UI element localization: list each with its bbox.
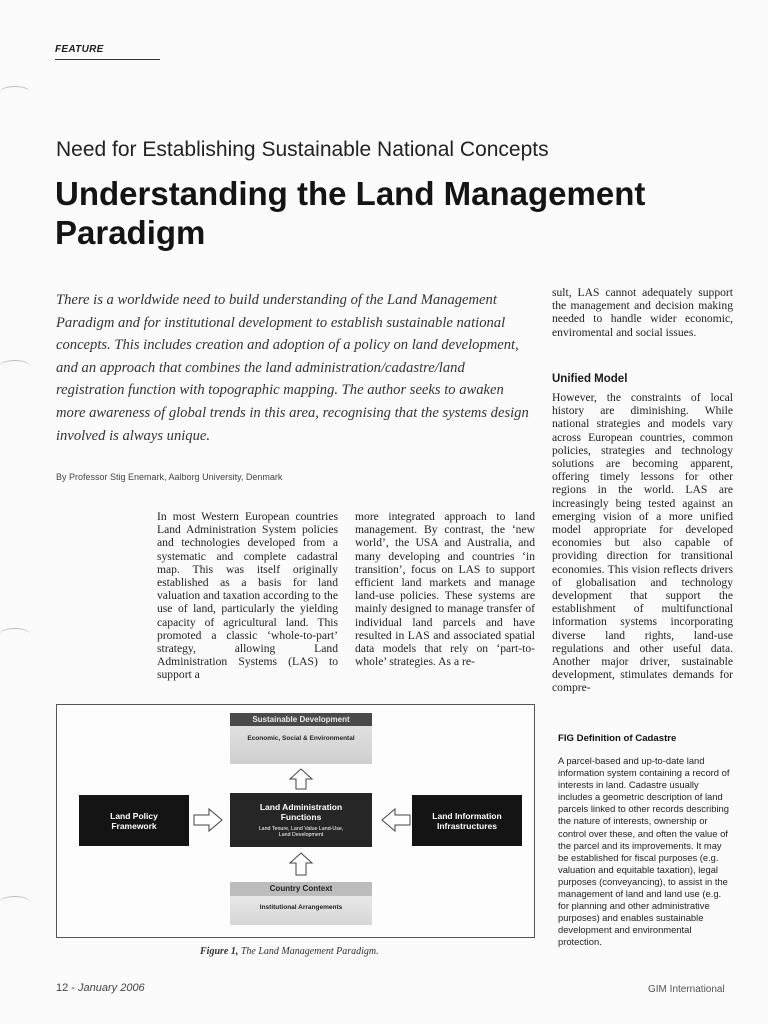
country-context-subtitle: Institutional Arrangements [259,904,343,911]
body-paragraph: more integrated approach to land management. By contrast, the ‘new world’, the USA and Australia, and many developing and countries ‘in transition’, focus on LAS to support efficient land markets and manage land-use policies. These systems are mainly designed to manage transfer of individual land parcels and have resulted in LAS and associated spatial data models that rely on ‘part-to-whole’ strategies. As a re- [355,510,535,669]
body-paragraph: In most Western European countries Land Administration System policies and technologies developed from a systematic and complete cadastral map. This was itself originally established as a basis for land valuation and taxation according to the use of land, particularly the yielding capacity of agricultural land. This promoted a classic ‘whole-to-part’ strategy, allowing Land Administration Systems (LAS) to support a [157,510,338,682]
sustainable-development-subtitle: Economic, Social & Environmental [247,735,355,742]
sidebar-text: A parcel-based and up-to-date land information system containing a record of interests in land. Cadastre usually includes a geometric description of land parcels linked to other records describing the nature of interests, ownership or control over these, and often the value of the parcel and its improvements. It may be established for fiscal purposes (e.g. valuation and equitable taxation), legal purposes (conveyancing), to assist in the management of land and land use (e.g. for planning and other administrative purposes) and enables sustainable development and environmental protection. [558,755,730,948]
body-column-3-top [552,286,733,339]
land-administration-functions-subtitle: Land Tenure, Land Value Land-Use, Land Development [258,825,344,838]
land-information-infrastructures-label: Land Information Infrastructures [432,810,502,831]
byline: By Professor Stig Enemark, Aalborg University, Denmark [56,472,283,482]
section-heading: Unified Model [552,373,628,385]
page-footer-left [56,982,145,994]
body-paragraph: sult, LAS cannot adequately support the management and decision making needed to handle wider economic, enviromental and social issues. [552,286,733,339]
scan-edge-mark [0,628,30,640]
section-underline [55,59,160,60]
figure-caption-label: Figure 1, [200,946,239,957]
article-title: Understanding the Land Management Paradigm [55,175,646,251]
issue-date: January 2006 [78,982,145,994]
figure-caption [200,946,379,957]
arrow-left-icon [381,807,411,833]
arrow-up-icon [288,852,314,876]
article-subtitle: Need for Establishing Sustainable National Concepts [56,138,549,161]
country-context-box [230,882,372,925]
body-column-3-bottom [552,391,733,695]
body-column-1 [157,510,338,682]
land-policy-framework-label: Land Policy Framework [110,810,158,831]
body-paragraph: However, the constraints of local history are diminishing. While national strategies and models vary across European countries, common policies, strategies and technology solutions are becoming apparent, offering timely lessons for other regions in the world. LAS are increasingly being tested against an emerging vision of a more unified model appropriate for developed economies but also capable of providing direction for transitional economies. This vision reflects drivers of globalisation and technology development that support the establishment of multifunctional information systems incorporating diverse land rights, land-use regulations and other useful data. Another major driver, sustainable development, stimulates demands for compre- [552,391,733,695]
country-context-title: Country Context [230,882,372,896]
scan-edge-mark [0,896,30,908]
section-label: FEATURE [55,44,104,55]
land-information-infrastructures-box [412,795,522,846]
scan-edge-mark [0,86,30,98]
article-intro: There is a worldwide need to build understanding of the Land Management Paradigm and for institutional development to establish sustainable national concepts. This includes creation and adoption of a policy on land development, and an approach that combines the land administration/cadastre/land registration function with topographic mapping. The author seeks to awaken more awareness of global trends in this area, recognising that the systems design involved is always unique. [56,292,529,444]
scan-edge-mark [0,360,30,372]
land-administration-functions-title: Land Administration Functions [259,801,343,822]
publication-name: GIM International [648,984,725,995]
body-column-2 [355,510,535,668]
figure-caption-text: The Land Management Paradigm. [240,946,379,957]
sustainable-development-title: Sustainable Development [230,713,372,726]
sustainable-development-box [230,713,372,764]
arrow-up-icon [288,768,314,790]
arrow-right-icon [193,807,223,833]
sidebar-title: FIG Definition of Cadastre [558,733,677,744]
figure-diagram [56,704,535,938]
page-number: 12 - [56,982,79,994]
land-policy-framework-box [79,795,189,846]
land-administration-functions-box [230,793,372,847]
